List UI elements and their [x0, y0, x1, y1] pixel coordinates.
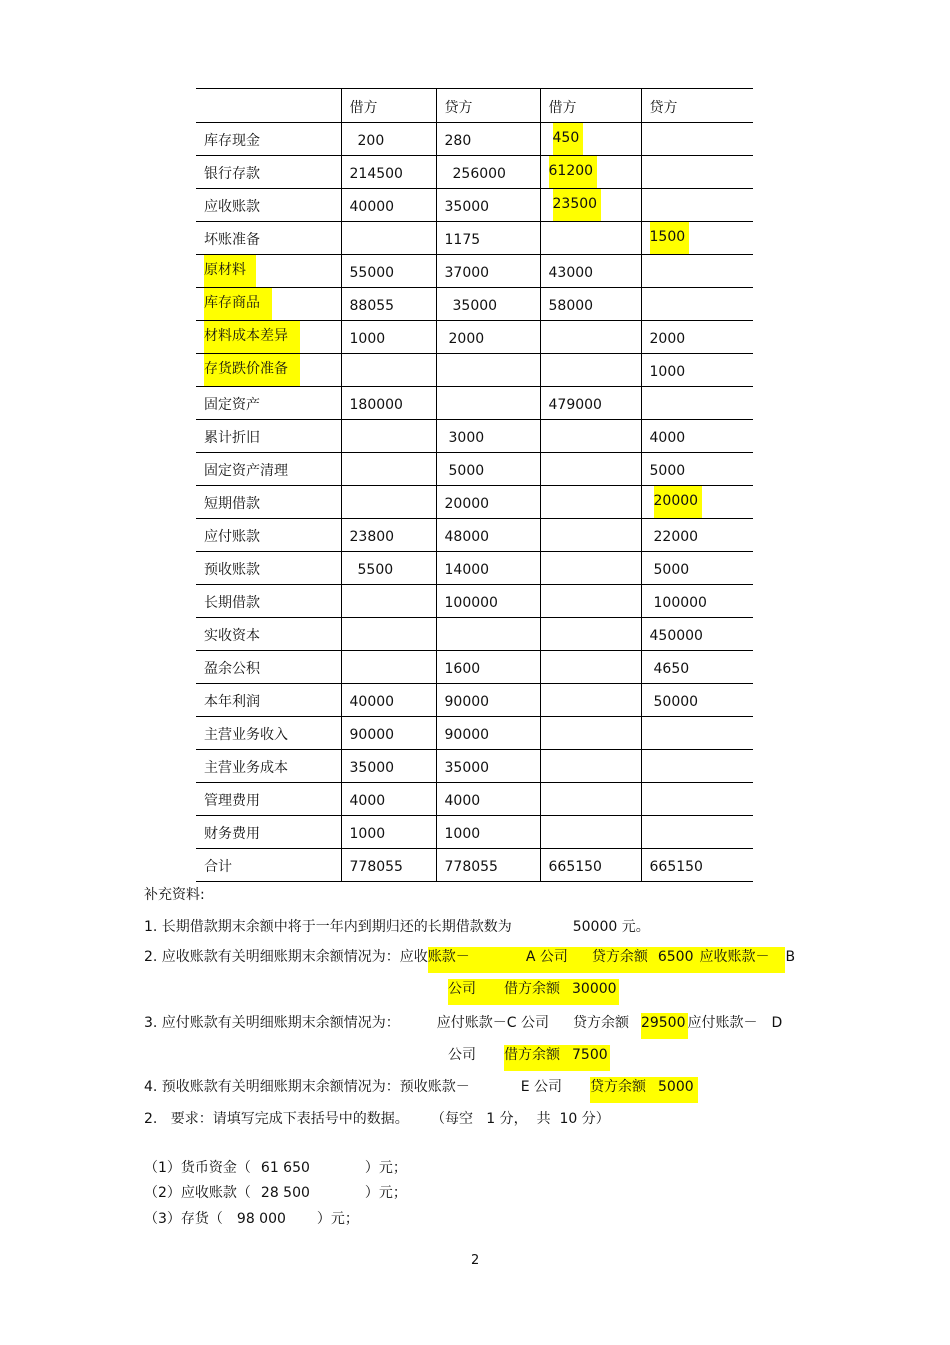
amount-cell [341, 387, 436, 420]
amount-cell [641, 189, 753, 222]
amount-cell [540, 420, 641, 453]
item4-balance-e: 贷方余额 [590, 1077, 658, 1103]
table-row [196, 750, 753, 783]
amount-value: 23500 [553, 189, 602, 221]
amount-cell [540, 321, 641, 354]
table-row [196, 651, 753, 684]
amount-cell [540, 387, 641, 420]
amount-value: 40000 [349, 199, 395, 215]
amount-cell [540, 552, 641, 585]
answer-2-value: 28 500 [260, 1185, 310, 1201]
amount-value: 43000 [548, 265, 594, 281]
account-name-cell [196, 651, 341, 684]
amount-value: 280 [444, 133, 472, 149]
amount-cell [641, 123, 753, 156]
account-name-cell [196, 288, 341, 321]
amount-cell [436, 816, 540, 849]
amount-cell [436, 453, 540, 486]
amount-cell [540, 585, 641, 618]
amount-cell [641, 156, 753, 189]
amount-value: 1600 [444, 661, 481, 677]
amount-value: 1500 [650, 222, 690, 254]
account-name-cell [196, 486, 341, 519]
amount-value: 4000 [349, 793, 386, 809]
account-name-cell [196, 255, 341, 288]
amount-cell [540, 255, 641, 288]
table-row [196, 321, 753, 354]
account-name-cell [196, 354, 341, 387]
amount-cell [436, 321, 540, 354]
account-name: 库存现金 [204, 133, 260, 149]
amount-cell [540, 519, 641, 552]
amount-cell [641, 453, 753, 486]
amount-cell [341, 651, 436, 684]
amount-cell [540, 783, 641, 816]
amount-cell [341, 750, 436, 783]
account-name: 财务费用 [204, 826, 260, 842]
amount-value: 450 [553, 123, 584, 155]
amount-value: 778055 [444, 859, 498, 875]
account-name-cell [196, 453, 341, 486]
account-name: 固定资产清理 [204, 463, 288, 479]
table-row [196, 387, 753, 420]
amount-cell [341, 354, 436, 387]
amount-value: 22000 [653, 529, 699, 545]
amount-cell [341, 618, 436, 651]
amount-value: 90000 [349, 727, 395, 743]
column-header [641, 89, 753, 123]
amount-cell [341, 453, 436, 486]
table-row [196, 519, 753, 552]
amount-cell [341, 189, 436, 222]
supplement-item-1 [144, 916, 650, 936]
answer-2-suffix: ）元； [364, 1185, 407, 1201]
item3-next-label: 应付账款－ [687, 1015, 758, 1031]
column-header [540, 89, 641, 123]
amount-value: 4000 [444, 793, 481, 809]
amount-value: 40000 [349, 694, 395, 710]
item4-amount-e: 5000 [658, 1077, 698, 1103]
answer-2 [144, 1182, 407, 1202]
column-header-label: 借方 [349, 100, 378, 116]
amount-cell [341, 486, 436, 519]
table-row [196, 816, 753, 849]
amount-cell [341, 585, 436, 618]
amount-cell [436, 354, 540, 387]
item3-line2-company: 公司 [448, 1047, 476, 1063]
item3-prefix: 3. 应付账款有关明细账期末余额情况为： [144, 1015, 400, 1031]
amount-cell [641, 585, 753, 618]
amount-cell [341, 156, 436, 189]
amount-value: 665150 [548, 859, 602, 875]
amount-value: 35000 [444, 760, 490, 776]
amount-cell [641, 354, 753, 387]
amount-value: 5500 [357, 562, 394, 578]
account-name-cell [196, 684, 341, 717]
amount-cell [540, 486, 641, 519]
answer-1-label: （1）货币资金（ [144, 1160, 251, 1176]
item3-line2-balance: 借方余额 [504, 1045, 572, 1071]
supplement-item-2 [144, 946, 795, 968]
amount-cell [436, 849, 540, 882]
amount-cell [641, 816, 753, 849]
answer-3-label: （3）存货（ [144, 1211, 223, 1227]
item4-prefix: 4. 预收账款有关明细账期末余额情况为：预收账款－ [144, 1079, 470, 1095]
amount-value: 48000 [444, 529, 490, 545]
amount-value: 35000 [349, 760, 395, 776]
account-name: 材料成本差异 [204, 321, 300, 353]
table-row [196, 222, 753, 255]
item3-line2-amount: 7500 [572, 1045, 610, 1071]
amount-cell [436, 684, 540, 717]
account-name-cell [196, 156, 341, 189]
column-header-label: 借方 [548, 100, 577, 116]
account-name-cell [196, 420, 341, 453]
amount-value: 90000 [444, 694, 490, 710]
account-name: 管理费用 [204, 793, 260, 809]
column-header-label: 贷方 [649, 100, 678, 116]
account-name: 应付账款 [204, 529, 260, 545]
column-header [341, 89, 436, 123]
account-name: 预收账款 [204, 562, 260, 578]
amount-cell [436, 387, 540, 420]
amount-cell [540, 651, 641, 684]
page-number: 2 [471, 1253, 480, 1268]
amount-cell [641, 717, 753, 750]
amount-cell [641, 651, 753, 684]
account-name-cell [196, 717, 341, 750]
amount-cell [641, 222, 753, 255]
amount-cell [641, 750, 753, 783]
account-name: 合计 [204, 859, 232, 875]
amount-cell [540, 453, 641, 486]
amount-value: 1000 [649, 364, 686, 380]
item2-line2-company: 公司 [448, 979, 504, 1005]
item3-company-c: C 公司 [506, 1015, 549, 1031]
amount-cell [436, 486, 540, 519]
amount-cell [436, 156, 540, 189]
table-header-row [196, 89, 753, 123]
account-name: 固定资产 [204, 397, 260, 413]
amount-cell [641, 321, 753, 354]
amount-value: 90000 [444, 727, 490, 743]
table-row [196, 123, 753, 156]
table-row [196, 156, 753, 189]
item2-prefix: 2. 应收账款有关明细账期末余额情况为：应收 [144, 949, 428, 965]
account-name: 长期借款 [204, 595, 260, 611]
amount-value: 214500 [349, 166, 403, 182]
amount-cell [436, 222, 540, 255]
item2-amount-a: 6500 [658, 947, 700, 973]
account-name: 原材料 [204, 255, 256, 287]
amount-value: 20000 [444, 496, 490, 512]
table-row [196, 189, 753, 222]
amount-cell [641, 420, 753, 453]
supplement-item-4 [144, 1076, 698, 1098]
item2-hl-a: 账款－ [428, 947, 526, 973]
table-row [196, 684, 753, 717]
amount-value: 2000 [649, 331, 686, 347]
account-name-cell [196, 387, 341, 420]
amount-cell [436, 651, 540, 684]
item1-amount: 50000 元。 [572, 919, 650, 935]
table-row [196, 717, 753, 750]
table-row [196, 354, 753, 387]
account-name-cell [196, 849, 341, 882]
item2-line2-amount: 30000 [572, 979, 619, 1005]
amount-cell [436, 783, 540, 816]
account-name-cell [196, 519, 341, 552]
amount-cell [540, 618, 641, 651]
amount-cell [436, 255, 540, 288]
amount-cell [341, 519, 436, 552]
item1-text: 1. 长期借款期末余额中将于一年内到期归还的长期借款数为 [144, 919, 512, 935]
account-name: 应收账款 [204, 199, 260, 215]
item4-company-e: E 公司 [520, 1079, 563, 1095]
amount-cell [436, 288, 540, 321]
table-row [196, 783, 753, 816]
amount-cell [436, 750, 540, 783]
answer-3 [144, 1208, 359, 1228]
account-name-cell [196, 816, 341, 849]
amount-cell [436, 552, 540, 585]
amount-value: 35000 [452, 298, 498, 314]
amount-value: 14000 [444, 562, 490, 578]
amount-value: 3000 [448, 430, 485, 446]
item3-balance-c: 贷方余额 [572, 1015, 629, 1031]
trial-balance-table [196, 88, 753, 882]
amount-value: 479000 [548, 397, 602, 413]
amount-cell [540, 222, 641, 255]
amount-cell [641, 684, 753, 717]
supplement-title: 补充资料: [144, 887, 205, 903]
amount-cell [341, 123, 436, 156]
table-row [196, 288, 753, 321]
item2-line2-balance: 借方余额 [504, 979, 572, 1005]
account-name-cell [196, 321, 341, 354]
answer-1-suffix: ）元； [364, 1160, 407, 1176]
amount-cell [341, 420, 436, 453]
amount-cell [436, 420, 540, 453]
table-row [196, 618, 753, 651]
amount-cell [341, 849, 436, 882]
column-header [196, 89, 341, 123]
column-header [436, 89, 540, 123]
account-name: 盈余公积 [204, 661, 260, 677]
table-row [196, 552, 753, 585]
amount-value: 1000 [349, 331, 386, 347]
amount-cell [540, 156, 641, 189]
item2-company-a: A 公司 [526, 947, 592, 973]
amount-cell [641, 288, 753, 321]
amount-value: 4650 [653, 661, 690, 677]
amount-cell [436, 585, 540, 618]
account-name-cell [196, 123, 341, 156]
amount-cell [641, 486, 753, 519]
amount-value: 665150 [649, 859, 703, 875]
amount-cell [436, 618, 540, 651]
account-name-cell [196, 618, 341, 651]
account-name: 库存商品 [204, 288, 272, 320]
amount-value: 50000 [653, 694, 699, 710]
account-name-cell [196, 552, 341, 585]
amount-cell [540, 816, 641, 849]
item2-next-label: 应收账款－ [699, 947, 785, 973]
answer-2-label: （2）应收账款（ [144, 1185, 251, 1201]
amount-value: 35000 [444, 199, 490, 215]
table-row [196, 255, 753, 288]
item3-next-letter: D [771, 1015, 783, 1031]
answer-3-value: 98 000 [236, 1211, 286, 1227]
amount-cell [341, 321, 436, 354]
table-row [196, 486, 753, 519]
account-name: 实收资本 [204, 628, 260, 644]
amount-value: 23800 [349, 529, 395, 545]
supplement-item-3 [144, 1012, 782, 1034]
amount-value: 5000 [649, 463, 686, 479]
amount-cell [641, 519, 753, 552]
account-name: 累计折旧 [204, 430, 260, 446]
amount-value: 256000 [452, 166, 506, 182]
amount-cell [641, 783, 753, 816]
table-body [196, 89, 753, 882]
amount-value: 180000 [349, 397, 403, 413]
item2-next-letter: B [785, 949, 796, 965]
amount-value: 1175 [444, 232, 481, 248]
amount-cell [436, 189, 540, 222]
amount-value: 5000 [653, 562, 690, 578]
account-name-cell [196, 750, 341, 783]
amount-value: 100000 [444, 595, 498, 611]
amount-cell [341, 552, 436, 585]
amount-cell [341, 222, 436, 255]
account-name: 本年利润 [204, 694, 260, 710]
amount-value: 88055 [349, 298, 395, 314]
table-row [196, 420, 753, 453]
amount-value: 20000 [654, 486, 703, 518]
amount-cell [341, 816, 436, 849]
account-name: 主营业务成本 [204, 760, 288, 776]
amount-cell [540, 288, 641, 321]
amount-value: 450000 [649, 628, 703, 644]
account-name: 存货跌价准备 [204, 354, 300, 386]
amount-cell [540, 849, 641, 882]
amount-cell [436, 717, 540, 750]
requirement-text: 2. 要求：请填写完成下表括号中的数据。 （每空 1 分， 共 10 分） [144, 1111, 610, 1127]
amount-cell [341, 717, 436, 750]
amount-cell [540, 750, 641, 783]
amount-value: 58000 [548, 298, 594, 314]
amount-value: 37000 [444, 265, 490, 281]
item2-balance-a: 贷方余额 [592, 947, 658, 973]
answer-3-suffix: ）元； [316, 1211, 359, 1227]
account-name-cell [196, 783, 341, 816]
amount-cell [641, 849, 753, 882]
amount-cell [436, 519, 540, 552]
amount-value: 1000 [444, 826, 481, 842]
amount-value: 55000 [349, 265, 395, 281]
amount-cell [540, 354, 641, 387]
account-name: 短期借款 [204, 496, 260, 512]
amount-cell [641, 618, 753, 651]
account-name: 主营业务收入 [204, 727, 288, 743]
amount-cell [341, 288, 436, 321]
supplement-item-3-cont [448, 1044, 610, 1066]
amount-cell [641, 552, 753, 585]
item3-amount-c: 29500 [641, 1013, 688, 1039]
amount-cell [341, 684, 436, 717]
amount-value: 61200 [549, 156, 598, 188]
column-header-label: 贷方 [444, 100, 473, 116]
amount-cell [341, 783, 436, 816]
amount-cell [341, 255, 436, 288]
account-name: 银行存款 [204, 166, 260, 182]
amount-value: 5000 [448, 463, 485, 479]
amount-cell [436, 123, 540, 156]
account-name-cell [196, 189, 341, 222]
answer-1 [144, 1157, 407, 1177]
amount-value: 200 [357, 133, 385, 149]
amount-value: 100000 [653, 595, 707, 611]
amount-value: 1000 [349, 826, 386, 842]
account-name: 坏账准备 [204, 232, 260, 248]
amount-cell [540, 123, 641, 156]
amount-value: 2000 [448, 331, 485, 347]
amount-value: 4000 [649, 430, 686, 446]
supplement-item-2-cont [448, 978, 619, 1000]
table-row [196, 453, 753, 486]
item3-label-c: 应付账款－ [436, 1015, 507, 1031]
amount-cell [641, 387, 753, 420]
account-name-cell [196, 585, 341, 618]
amount-cell [540, 189, 641, 222]
amount-cell [641, 255, 753, 288]
account-name-cell [196, 222, 341, 255]
table-row [196, 849, 753, 882]
amount-cell [540, 684, 641, 717]
amount-cell [540, 717, 641, 750]
amount-value: 778055 [349, 859, 403, 875]
table-row [196, 585, 753, 618]
answer-1-value: 61 650 [260, 1160, 310, 1176]
